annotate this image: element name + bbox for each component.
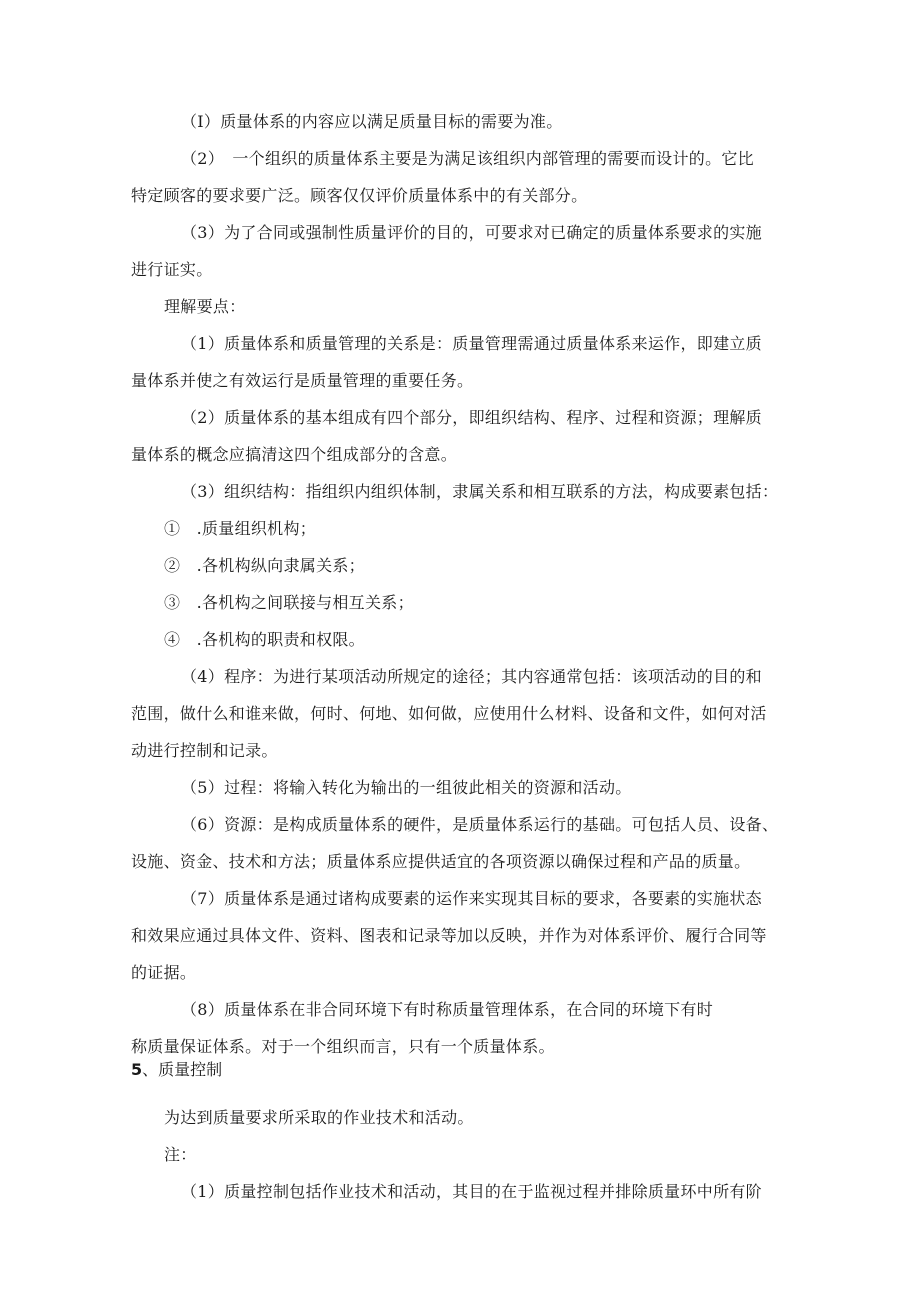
section-heading [131, 1060, 222, 1080]
paragraph-line: 范围，做什么和谁来做，何时、何地、如何做，应使用什么材料、设备和文件，如何对活 [131, 704, 767, 723]
paragraph-line: （5）过程：将输入转化为输出的一组彼此相关的资源和活动。 [181, 778, 632, 797]
list-item: ④ .各机构的职责和权限。 [164, 630, 365, 649]
paragraph-line: 的证据。 [131, 963, 197, 982]
paragraph-line: （2）质量体系的基本组成有四个部分，即组织结构、程序、过程和资源；理解质 [181, 408, 762, 427]
paragraph-line: （4）程序：为进行某项活动所规定的途径；其内容通常包括：该项活动的目的和 [181, 667, 762, 686]
list-item: ③ .各机构之间联接与相互关系； [164, 593, 414, 612]
paragraph-line: 设施、资金、技术和方法；质量体系应提供适宜的各项资源以确保过程和产品的质量。 [131, 852, 751, 871]
paragraph-line: 量体系并使之有效运行是质量管理的重要任务。 [131, 371, 474, 390]
paragraph-line: （2） 一个组织的质量体系主要是为满足该组织内部管理的需要而设计的。它比 [181, 149, 754, 168]
paragraph-line: 注： [164, 1145, 197, 1164]
paragraph-line: （1）质量控制包括作业技术和活动，其目的在于监视过程并排除质量环中所有阶 [181, 1182, 762, 1201]
paragraph-line: 量体系的概念应搞清这四个组成部分的含意。 [131, 445, 458, 464]
paragraph-line: （3）为了合同或强制性质量评价的目的，可要求对已确定的质量体系要求的实施 [181, 223, 762, 242]
section-title: 、质量控制 [142, 1060, 223, 1079]
paragraph-line: 为达到质量要求所采取的作业技术和活动。 [164, 1108, 474, 1127]
paragraph-line: 和效果应通过具体文件、资料、图表和记录等加以反映，并作为对体系评价、履行合同等 [131, 926, 767, 945]
paragraph-line: （7）质量体系是通过诸构成要素的运作来实现其目标的要求，各要素的实施状态 [181, 889, 762, 908]
paragraph-line: （3）组织结构：指组织内组织体制，隶属关系和相互联系的方法，构成要素包括： [181, 482, 779, 501]
section-number: 5 [131, 1060, 143, 1079]
paragraph-line: （8）质量体系在非合同环境下有时称质量管理体系，在合同的环境下有时 [181, 1000, 714, 1019]
paragraph-line: 理解要点： [164, 297, 246, 316]
paragraph-line: （6）资源：是构成质量体系的硬件，是质量体系运行的基础。可包括人员、设备、 [181, 815, 779, 834]
paragraph-line: （1）质量体系和质量管理的关系是：质量管理需通过质量体系来运作，即建立质 [181, 334, 762, 353]
paragraph-line: 称质量保证体系。对于一个组织而言，只有一个质量体系。 [131, 1037, 555, 1056]
list-item: ① .质量组织机构； [164, 519, 317, 538]
paragraph-line: （I）质量体系的内容应以满足质量目标的需要为准。 [181, 112, 563, 131]
paragraph-line: 动进行控制和记录。 [131, 741, 278, 760]
paragraph-line: 进行证实。 [131, 260, 213, 279]
list-item: ② .各机构纵向隶属关系； [164, 556, 365, 575]
paragraph-line: 特定顾客的要求要广泛。顾客仅仅评价质量体系中的有关部分。 [131, 186, 588, 205]
